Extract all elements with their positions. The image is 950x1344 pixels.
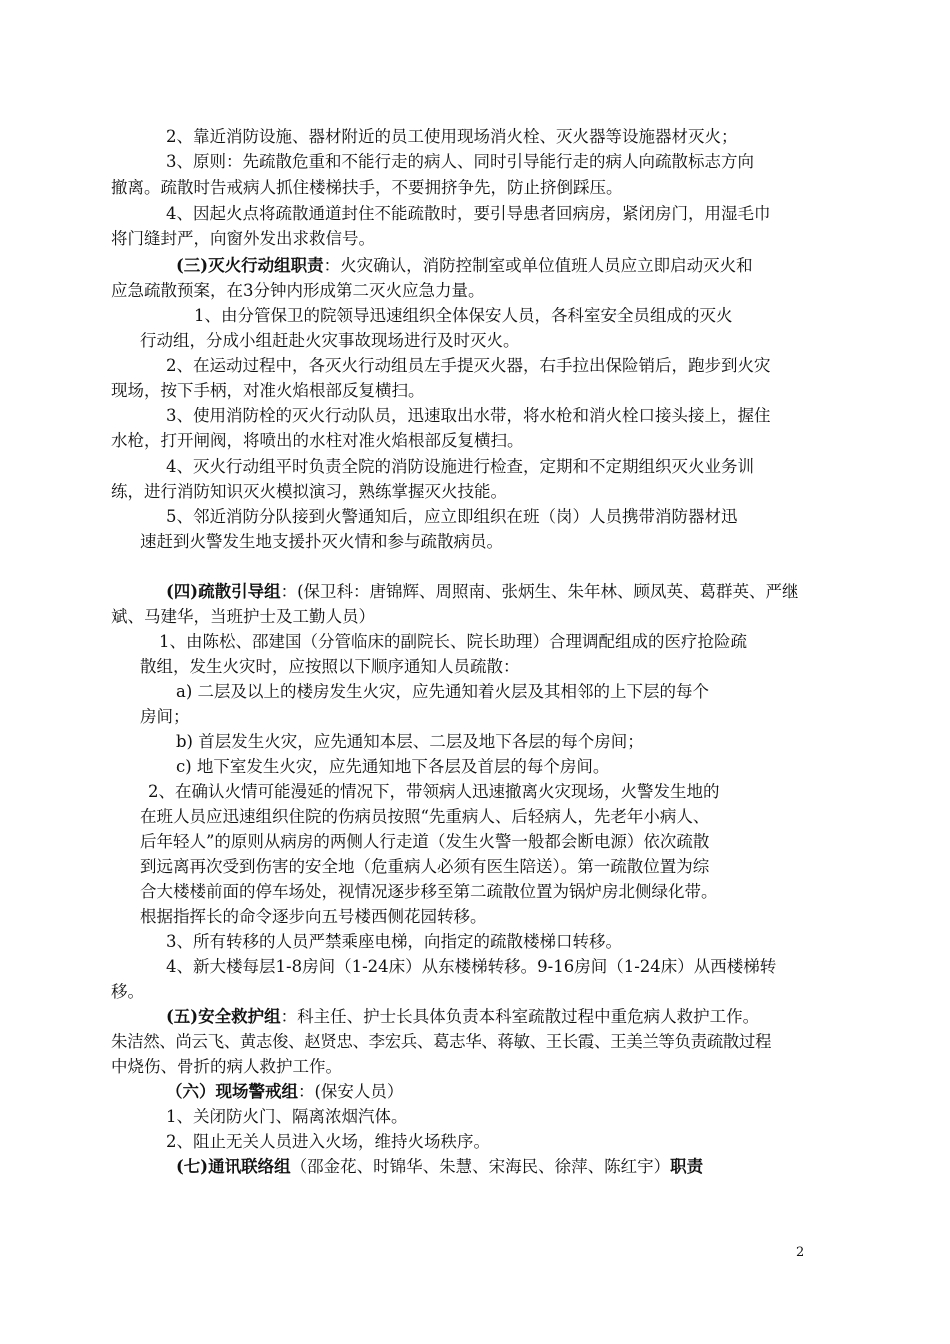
section-heading-4 [166, 580, 799, 604]
text-line: 2、在确认火情可能漫延的情况下，带领病人迅速撤离火灾现场，火警发生地的 [148, 782, 720, 801]
text-line: 3、使用消防栓的灭火行动队员，迅速取出水带，将水枪和消火栓口接头接上，握住 [166, 406, 771, 425]
section-heading-6 [166, 1080, 403, 1104]
section-title: (五)安全救护组 [166, 1007, 281, 1026]
text-line: 散组，发生火灾时，应按照以下顺序通知人员疏散： [140, 657, 520, 676]
text-line: 斌、马建华，当班护士及工勤人员） [111, 607, 375, 626]
list-item: b) 首层发生火灾，应先通知本层、二层及地下各层的每个房间； [176, 732, 644, 751]
text-line: 根据指挥长的命令逐步向五号楼西侧花园转移。 [140, 907, 487, 926]
text-line: 现场，按下手柄，对准火焰根部反复横扫。 [111, 381, 425, 400]
text-line: 后年轻人”的原则从病房的两侧人行走道（发生火警一般都会断电源）依次疏散 [140, 832, 710, 851]
text-line: 水枪，打开闸阀，将喷出的水柱对准火焰根部反复横扫。 [111, 431, 524, 450]
list-item: c) 地下室发生火灾，应先通知地下各层及首层的每个房间。 [176, 757, 610, 776]
text-line: 到远离再次受到伤害的安全地（危重病人必须有医生陪送）。第一疏散位置为综 [140, 857, 710, 876]
text-line: 朱洁然、尚云飞、黄志俊、赵贤忠、李宏兵、葛志华、蒋敏、王长霞、王美兰等负责疏散过程 [111, 1032, 772, 1051]
text-line: 房间； [140, 707, 190, 726]
text-line: 4、灭火行动组平时负责全院的消防设施进行检查，定期和不定期组织灭火业务训 [166, 457, 754, 476]
text-line: 将门缝封严，向窗外发出求救信号。 [111, 229, 375, 248]
text-line: 练，进行消防知识灭火模拟演习，熟练掌握灭火技能。 [111, 482, 507, 501]
section-text: ：(保卫科：唐锦辉、周照南、张炳生、朱年林、顾凤英、葛群英、严继 [280, 582, 799, 601]
text-line: 在班人员应迅速组织住院的伤病员按照“先重病人、后轻病人，先老年小病人、 [140, 807, 710, 826]
section-heading-7 [176, 1155, 703, 1179]
text-line: 5、邻近消防分队接到火警通知后，应立即组织在班（岗）人员携带消防器材迅 [166, 507, 738, 526]
section-text: ：(保安人员） [298, 1082, 404, 1101]
text-line: 合大楼楼前面的停车场处，视情况逐步移至第二疏散位置为锅炉房北侧绿化带。 [140, 882, 718, 901]
section-text: （邵金花、时锦华、朱慧、宋海民、徐萍、陈红宇） [290, 1157, 671, 1176]
text-line: 2、阻止无关人员进入火场，维持火场秩序。 [166, 1132, 490, 1151]
text-line: 2、在运动过程中，各灭火行动组员左手提灭火器，右手拉出保险销后，跑步到火灾 [166, 356, 771, 375]
text-line: 1、由分管保卫的院领导迅速组织全体保安人员，各科室安全员组成的灭火 [194, 306, 733, 325]
text-line: 2、靠近消防设施、器材附近的员工使用现场消火栓、灭火器等设施器材灭火； [166, 127, 738, 146]
section-heading-5 [166, 1005, 759, 1029]
text-line: 移。 [111, 982, 144, 1001]
text-line: 行动组，分成小组赶赴火灾事故现场进行及时灭火。 [140, 331, 520, 350]
text-line: 4、新大楼每层1-8房间（1-24床）从东楼梯转移。9-16房间（1-24床）从西楼梯转 [166, 957, 777, 976]
text-line: 撤离。疏散时告戒病人抓住楼梯扶手，不要拥挤争先，防止挤倒踩压。 [111, 178, 623, 197]
section-title: (四)疏散引导组 [166, 582, 281, 601]
list-item: a) 二层及以上的楼房发生火灾，应先通知着火层及其相邻的上下层的每个 [176, 682, 710, 701]
page-number: 2 [796, 1245, 805, 1260]
section-title-suffix: 职责 [670, 1157, 704, 1176]
section-title: (三)灭火行动组职责 [176, 256, 324, 275]
section-text: ：科主任、护士长具体负责本科室疏散过程中重危病人救护工作。 [280, 1007, 760, 1026]
text-line: 速赶到火警发生地支援扑灭火情和参与疏散病员。 [140, 532, 503, 551]
text-line: 1、关闭防火门、隔离浓烟汽体。 [166, 1107, 408, 1126]
section-text: ：火灾确认，消防控制室或单位值班人员应立即启动灭火和 [323, 256, 753, 275]
text-line: 应急疏散预案，在3分钟内形成第二灭火应急力量。 [111, 281, 485, 300]
text-line: 4、因起火点将疏散通道封住不能疏散时，要引导患者回病房，紧闭房门，用湿毛巾 [166, 204, 771, 223]
section-heading-3 [176, 254, 753, 278]
text-line: 3、原则：先疏散危重和不能行走的病人、同时引导能行走的病人向疏散标志方向 [166, 152, 754, 171]
section-title: （六）现场警戒组 [166, 1082, 298, 1101]
text-line: 1、由陈松、邵建国（分管临床的副院长、院长助理）合理调配组成的医疗抢险疏 [159, 632, 747, 651]
section-title: (七)通讯联络组 [176, 1157, 291, 1176]
text-line: 3、所有转移的人员严禁乘座电梯，向指定的疏散楼梯口转移。 [166, 932, 622, 951]
text-line: 中烧伤、骨折的病人救护工作。 [111, 1057, 342, 1076]
